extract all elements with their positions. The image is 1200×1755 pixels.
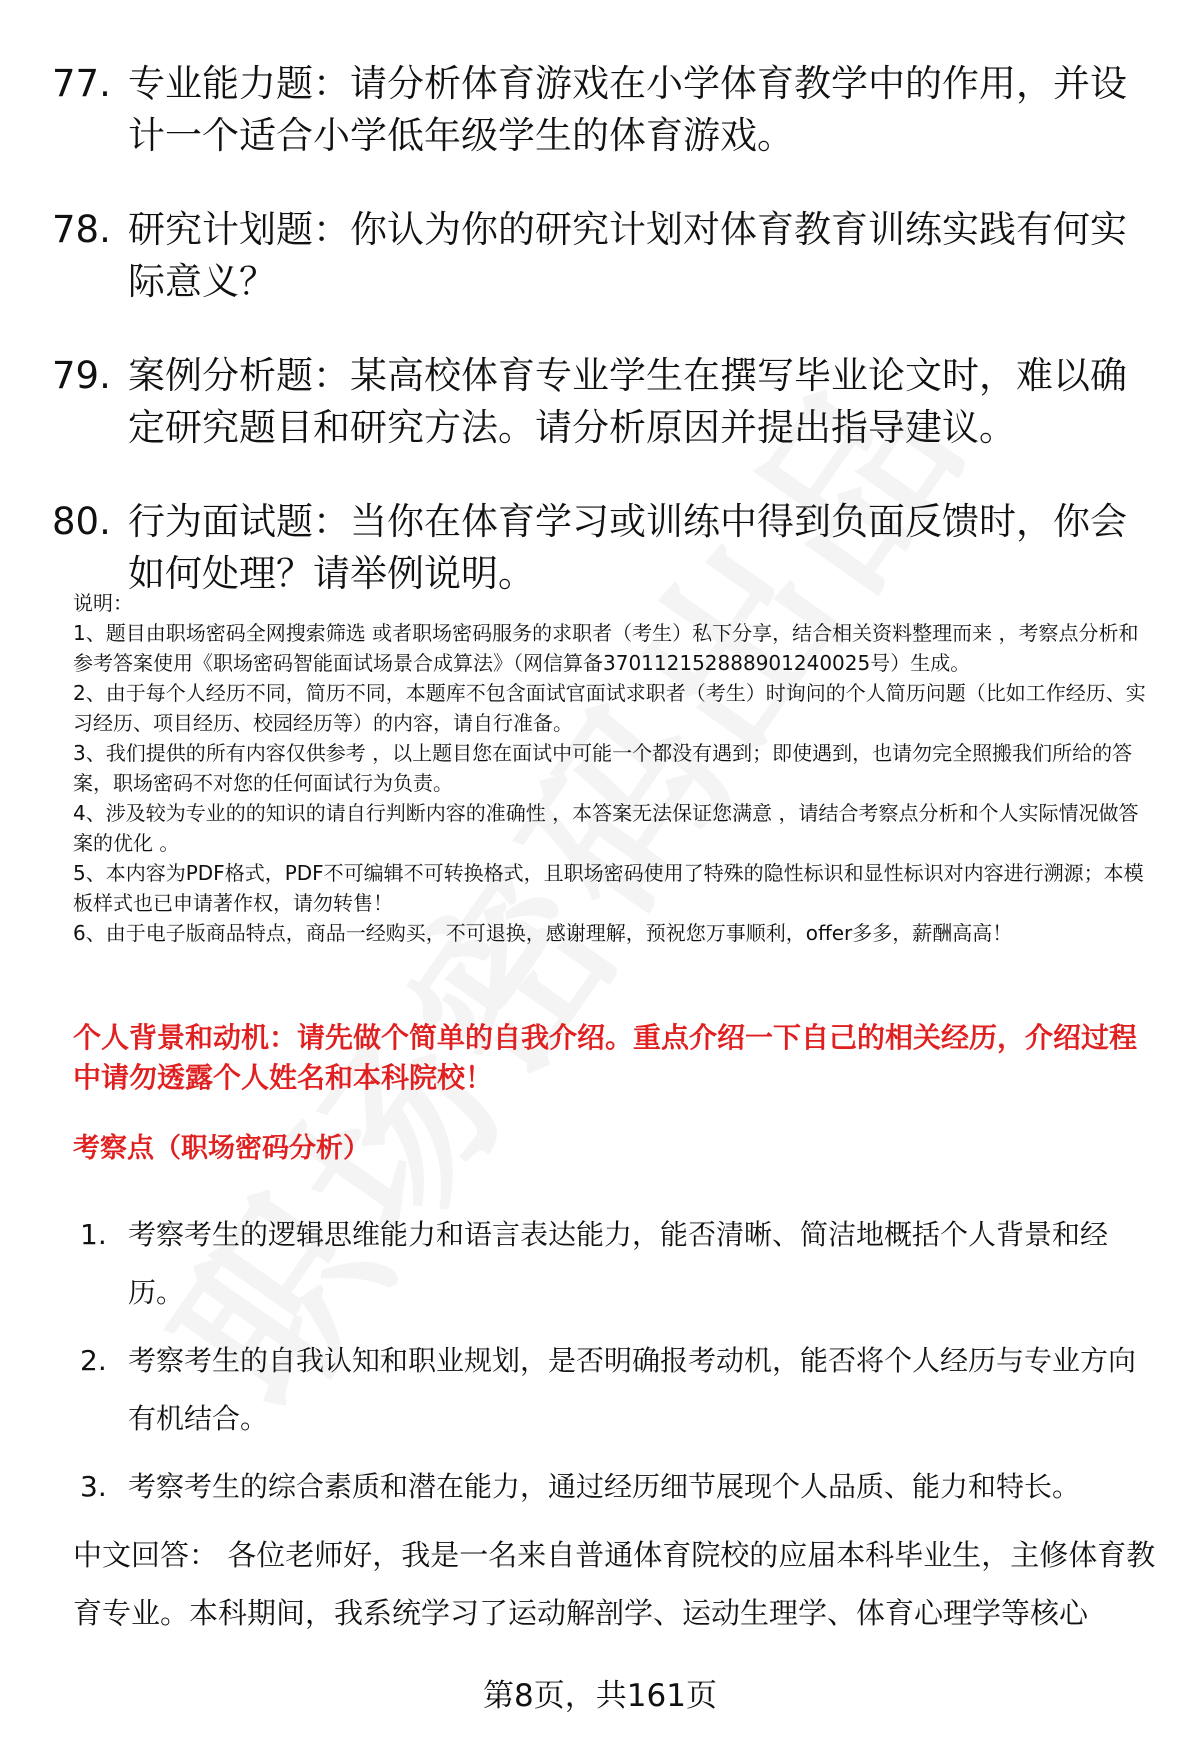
note-item: 5、本内容为PDF格式，PDF不可编辑不可转换格式，且职场密码使用了特殊的隐性标识和显性标识对内容进行溯源；本模板样式也已申请著作权，请勿转售！ [73,861,1144,915]
point-number: 2. [80,1344,107,1377]
point-number: 1. [80,1218,107,1251]
question-text: 案例分析题：某高校体育专业学生在撰写毕业论文时，难以确定研究题目和研究方法。请分析原因并提出指导建议。 [128,354,1127,449]
note-item: 3、我们提供的所有内容仅供参考 ，以上题目您在面试中可能一个都没有遇到；即使遇到，也请勿完全照搬我们所给的答案，职场密码不对您的任何面试行为负责。 [73,741,1133,795]
point-text: 考察考生的自我认知和职业规划，是否明确报考动机，能否将个人经历与专业方向有机结合。 [128,1344,1137,1435]
question-text: 行为面试题：当你在体育学习或训练中得到负面反馈时，你会如何处理？请举例说明。 [128,500,1127,595]
notes-heading: 说明： [73,591,133,615]
question-item [52,58,1152,162]
assessment-point [80,1206,1160,1322]
assessment-point [80,1458,1160,1516]
note-item: 6、由于电子版商品特点，商品一经购买，不可退换，感谢理解，预祝您万事顺利，offer多多，薪酬高高！ [73,921,1013,945]
question-item [52,496,1152,600]
note-item: 4、涉及较为专业的的知识的请自行判断内容的准确性 ，本答案无法保证您满意 ，请结合考察点分析和个人实际情况做答案的优化 。 [73,801,1139,855]
point-number: 3. [80,1470,107,1503]
note-item: 2、由于每个人经历不同，简历不同，本题库不包含面试官面试求职者（考生）时询问的个人简历问题（比如工作经历、实习经历、项目经历、校园经历等）的内容，请自行准备。 [73,681,1146,735]
answer-text: 中文回答： 各位老师好，我是一名来自普通体育院校的应届本科毕业生，主修体育教育专业。本科期间，我系统学习了运动解剖学、运动生理学、体育心理学等核心 [73,1538,1156,1630]
notes-block [73,588,1158,948]
question-item [52,204,1152,308]
section-title: 个人背景和动机：请先做个简单的自我介绍。重点介绍一下自己的相关经历，介绍过程中请勿透露个人姓名和本科院校！ [73,1021,1138,1094]
question-number: 78. [52,208,111,251]
question-text: 研究计划题：你认为你的研究计划对体育教育训练实践有何实际意义？ [128,208,1127,303]
question-number: 80. [52,500,111,543]
question-item [52,350,1152,454]
point-text: 考察考生的逻辑思维能力和语言表达能力，能否清晰、简洁地概括个人背景和经历。 [128,1218,1109,1309]
assessment-points [80,1206,1160,1526]
note-item: 1、题目由职场密码全网搜索筛选 或者职场密码服务的求职者（考生）私下分享，结合相关资料整理而来 ，考察点分析和参考答案使用《职场密码智能面试场景合成算法》（网信算备370112152888901240025号）生成。 [73,621,1139,675]
question-number: 79. [52,354,111,397]
question-text: 专业能力题：请分析体育游戏在小学体育教学中的作用，并设计一个适合小学低年级学生的体育游戏。 [128,62,1127,157]
point-text: 考察考生的综合素质和潜在能力，通过经历细节展现个人品质、能力和特长。 [128,1470,1081,1503]
question-number: 77. [52,62,111,105]
page-footer: 第8页，共161页 [483,1678,717,1714]
section-subtitle: 考察点（职场密码分析） [73,1133,370,1164]
assessment-point [80,1332,1160,1448]
question-list [52,58,1152,642]
